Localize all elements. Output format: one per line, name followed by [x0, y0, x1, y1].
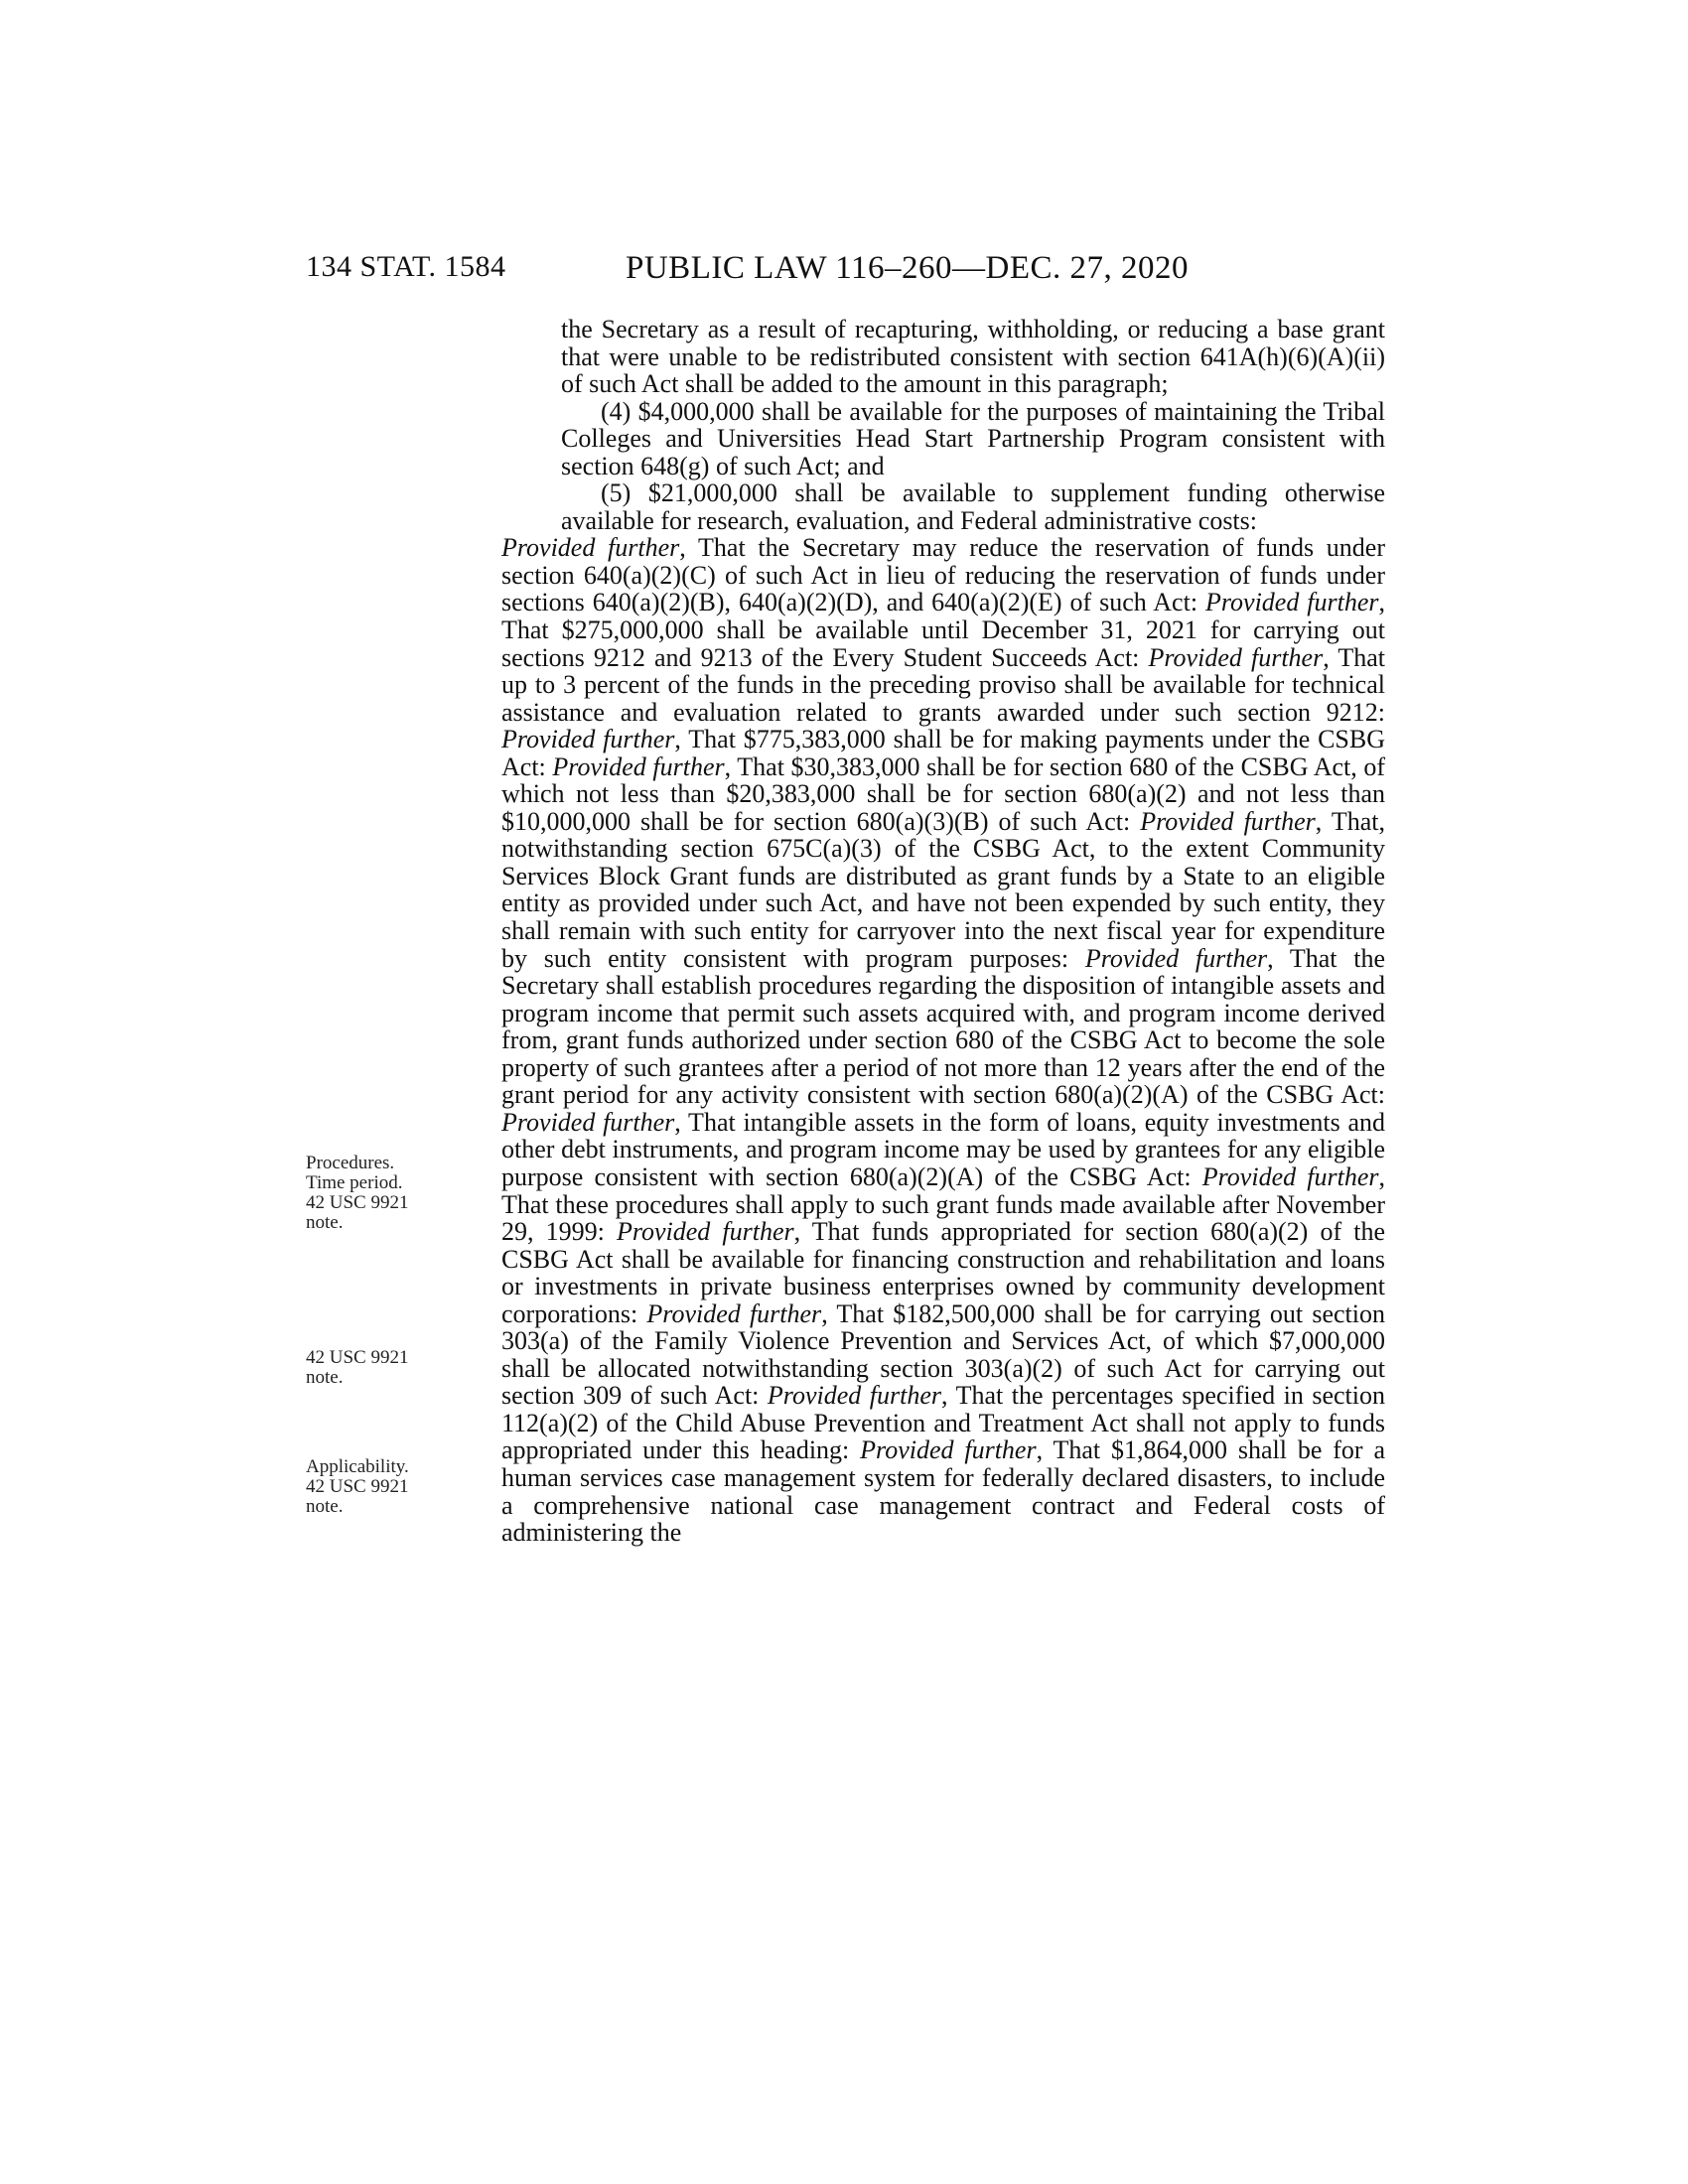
margin-note-line: note. [306, 1212, 344, 1233]
proviso-phrase: Provided further [616, 1217, 794, 1247]
proviso-text: , That up to 3 percent of the funds in the preceding proviso shall be available for technical assistance and evaluation related to grants awarded under such section 9212: [501, 642, 1385, 727]
proviso-text: , That funds appropriated for section 680(a)(2) of the CSBG Act shall be available for financing construction and rehabilitation and loans or investments in private business enterprises owned by community development corporations: [501, 1217, 1385, 1328]
proviso-text: , That the Secretary shall establish procedures regarding the disposition of intangible assets and program income that permit such assets acquired with, and program income derived from, grant funds authorized under section 680 of the CSBG Act to become the sole property of such grantees after a period of not more than 12 years after the end of the grant period for any activity consistent with section 680(a)(2)(A) of the CSBG Act: [501, 943, 1385, 1110]
proviso-phrase: Provided further [501, 725, 675, 754]
page-header [306, 250, 1378, 294]
margin-note-line: note. [306, 1367, 344, 1388]
statute-body [501, 316, 1385, 1547]
public-law-title: PUBLIC LAW 116–260—DEC. 27, 2020 [626, 250, 1190, 286]
margin-note-line: 42 USC 9921 [306, 1192, 409, 1213]
proviso-phrase: Provided further [646, 1298, 822, 1328]
paragraph-continuation: the Secretary as a result of recapturing, withholding, or reducing a base grant that were unable to be redistributed consistent with section 641A(h)(6)(A)(ii) of such Act shall be added to the amount in this paragraph; [561, 315, 1385, 399]
proviso-phrase: Provided further [1084, 943, 1268, 973]
proviso-text: , That $30,383,000 shall be for section 680 of the CSBG Act, of which not less than $20,383,000 shall be for section 680(a)(2) and not less than $10,000,000 shall be for section 680(a)(3)(B) of such Act: [501, 751, 1386, 836]
proviso-text: , That $775,383,000 shall be for making payments under the CSBG Act: [501, 725, 1385, 781]
proviso-text: , That, notwithstanding section 675C(a)(3) of the CSBG Act, to the extent Community Services Block Grant funds are distributed as grant funds by a State to an eligible entity as provided under such Act, and have not been expended by such entity, they shall remain with such entity for carryover into the next fiscal year for expenditure by such entity consistent with program purposes: [501, 806, 1385, 973]
proviso-phrase: Provided further [860, 1435, 1037, 1465]
proviso-phrase: Provided further [1205, 588, 1379, 617]
margin-note-line: 42 USC 9921 [306, 1476, 409, 1497]
paragraph-item-4: (4) $4,000,000 shall be available for the purposes of maintaining the Tribal Colleges and Universities Head Start Partnership Program consistent with section 648(g) of such Act; and [561, 396, 1385, 480]
proviso-phrase: Provided further [501, 1107, 675, 1137]
proviso-text: , That $182,500,000 shall be for carrying out section 303(a) of the Family Violence Prevention and Services Act, of which $7,000,000 shall be allocated notwithstanding section 303(a)(2) of such Act for carrying out section 309 of such Act: [501, 1298, 1386, 1411]
proviso-phrase: Provided further [767, 1381, 942, 1411]
proviso-text: , That the Secretary may reduce the reservation of funds under section 640(a)(2)(C) of such Act in lieu of reducing the reservation of funds under sections 640(a)(2)(B), 640(a)(2)(D), and 640(a)(2)(E) of such Act: [501, 533, 1385, 617]
margin-note-applicability [306, 1457, 455, 1517]
proviso-text: , That $275,000,000 shall be available until December 31, 2021 for carrying out sections 9212 and 9213 of the Every Student Succeeds Act: [501, 588, 1386, 672]
margin-note-line: Time period. [306, 1172, 403, 1193]
proviso-phrase: Provided further [552, 751, 725, 781]
margin-note-line: Procedures. [306, 1153, 395, 1173]
proviso-text: , That these procedures shall apply to such grant funds made available after November 29, 1999: [501, 1161, 1386, 1247]
proviso-phrase: Provided further [1148, 642, 1324, 672]
margin-note-line: note. [306, 1496, 344, 1517]
proviso-text: , That the percentages specified in section 112(a)(2) of the Child Abuse Prevention and Treatment Act shall not apply to funds appropriated under this heading: [501, 1381, 1386, 1465]
paragraph-item-5: (5) $21,000,000 shall be available to supplement funding otherwise available for research, evaluation, and Federal administrative costs: [561, 478, 1385, 535]
proviso-phrase: Provided further [501, 533, 680, 563]
proviso-text: , That $1,864,000 shall be for a human services case management system for federally declared disasters, to include a comprehensive national case management contract and Federal costs of administering the [501, 1435, 1385, 1548]
margin-note-procedures [306, 1154, 455, 1233]
proviso-phrase: Provided further [1140, 806, 1316, 836]
statute-page-reference: 134 STAT. 1584 [306, 250, 506, 283]
provisos-paragraph [501, 534, 1385, 1546]
margin-note-usc [306, 1348, 455, 1388]
margin-note-line: 42 USC 9921 [306, 1347, 409, 1368]
margin-note-line: Applicability. [306, 1456, 409, 1477]
proviso-phrase: Provided further [1201, 1161, 1379, 1191]
proviso-text: , That intangible assets in the form of loans, equity investments and other debt instruments, and program income may be used by grantees for any eligible purpose consistent with section 680(a)(2)(A) of the CSBG Act: [501, 1107, 1385, 1191]
